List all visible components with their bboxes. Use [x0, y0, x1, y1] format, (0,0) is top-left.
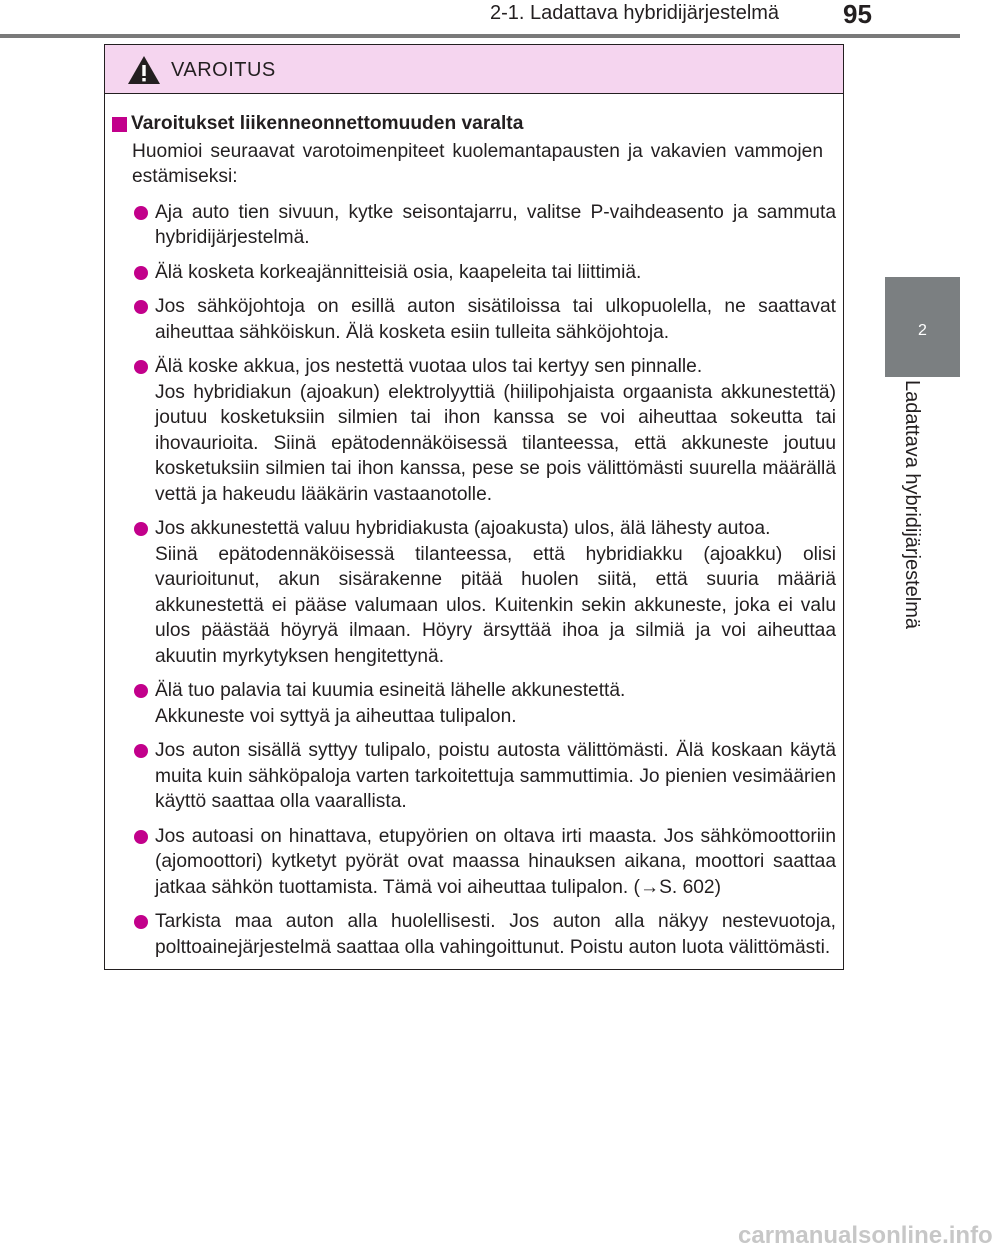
- warning-header: [105, 45, 843, 94]
- bullet-dot-icon: [134, 266, 148, 280]
- bullet-dot-icon: [134, 744, 148, 758]
- list-item: Jos auton sisällä syttyy tulipalo, poistu autosta välittömästi. Älä koskaan käytä muita kuin sähköpaloja varten tarkoitettuja sammuttimia. Jo pienien vesimäärien käyttö saattaa olla vaarallista.: [105, 738, 845, 815]
- header-title: 2-1. Ladattava hybridijärjestelmä: [490, 2, 780, 24]
- section-heading: [105, 111, 845, 137]
- bullet-dot-icon: [134, 360, 148, 374]
- list-item: Tarkista maa auton alla huolellisesti. Jos auton alla näkyy nestevuotoja, polttoainejärjestelmä saattaa olla vahingoittunut. Poistu auton luota välittömästi.: [105, 909, 845, 960]
- list-item: Älä kosketa korkeajännitteisiä osia, kaapeleita tai liittimiä.: [105, 260, 845, 286]
- chapter-tab-number: 2: [918, 322, 927, 339]
- warning-triangle-icon: [127, 55, 161, 85]
- watermark: carmanualsonline.info: [738, 1222, 993, 1249]
- warning-list: [105, 200, 845, 961]
- bullet-dot-icon: [134, 206, 148, 220]
- page-number: 95: [843, 0, 872, 29]
- list-item: Jos sähköjohtoja on esillä auton sisätiloissa tai ulkopuolella, ne saattavat aiheuttaa sähköiskun. Älä kosketa esiin tulleita sähköjohtoja.: [105, 294, 845, 345]
- warning-title: VAROITUS: [171, 59, 276, 81]
- square-bullet-icon: [112, 117, 127, 132]
- bullet-dot-icon: [134, 300, 148, 314]
- list-item: Älä tuo palavia tai kuumia esineitä lähelle akkunestettä. Akkuneste voi syttyä ja aiheuttaa tulipalon.: [105, 678, 845, 729]
- header-rule: [0, 34, 960, 38]
- intro-text: Huomioi seuraavat varotoimenpiteet kuolemantapausten ja vakavien vammojen estämiseksi:: [132, 140, 823, 187]
- chapter-tab-label: Ladattava hybridijärjestelmä: [901, 380, 923, 630]
- list-item: Jos autoasi on hinattava, etupyörien on oltava irti maasta. Jos sähkömoottoriin (ajomoottori) kytketyt pyörät ovat maassa hinauksen aikana, moottori saattaa jatkaa sähkön tuottamista. Tämä voi aiheuttaa tulipalon. (→S. 602): [105, 824, 845, 901]
- list-item: Jos akkunestettä valuu hybridiakusta (ajoakusta) ulos, älä lähesty autoa. Siinä epätodennäköisessä tilanteessa, että hybridiakku (ajoakku) olisi vaurioitunut, akun sisärakenne pitää huolen siitä, että suuria määriä akkunestettä ei pääse valumaan ulos. Kuitenkin sekin akkuneste, joka ei valu ulos päästää höyryä ilmaan. Höyry ärsyttää ihoa ja silmiä ja voi aiheuttaa akuutin myrkytyksen hengitettynä.: [105, 516, 845, 669]
- bullet-dot-icon: [134, 830, 148, 844]
- chapter-tab: [885, 277, 960, 377]
- bullet-dot-icon: [134, 684, 148, 698]
- list-item: Aja auto tien sivuun, kytke seisontajarru, valitse P-vaihdeasento ja sammuta hybridijärjestelmä.: [105, 200, 845, 251]
- warning-content: [105, 111, 845, 969]
- list-item: Älä koske akkua, jos nestettä vuotaa ulos tai kertyy sen pinnalle. Jos hybridiakun (ajoakun) elektrolyyttiä (hiilipohjaista orgaanista akkunestettä) joutuu kosketuksiin silmien tai ihon kanssa se voi aiheuttaa sokeutta tai ihovaurioita. Siinä epätodennäköisessä tilanteessa, että akkuneste joutuu kosketuksiin silmien tai ihon kanssa, pese se pois välittömästi suurella määrällä vettä ja hakeudu lääkärin vastaanotolle.: [105, 354, 845, 507]
- section-heading-text: Varoitukset liikenneonnettomuuden varalta: [131, 113, 524, 134]
- warning-box: [104, 44, 844, 970]
- bullet-dot-icon: [134, 522, 148, 536]
- bullet-dot-icon: [134, 915, 148, 929]
